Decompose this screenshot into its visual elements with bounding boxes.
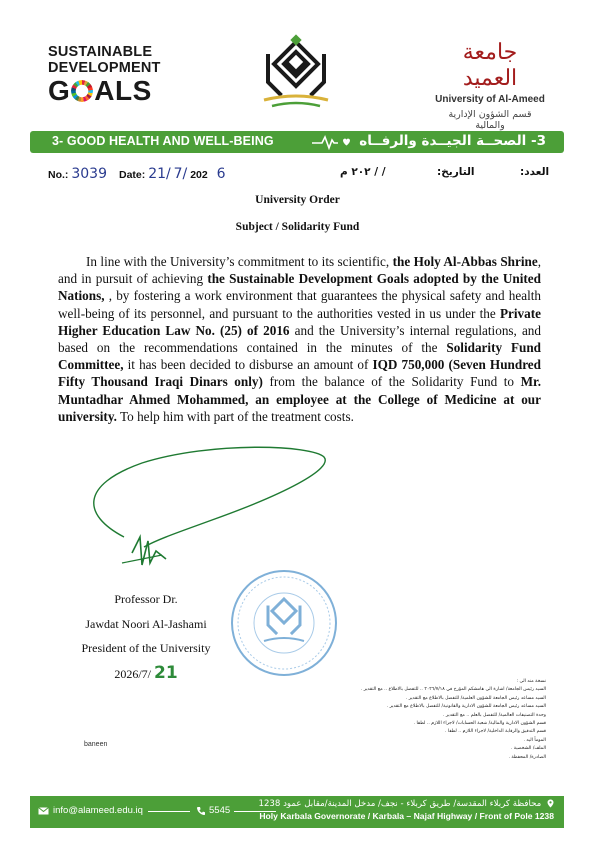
distribution-item: الصادرة/ المحفظة .: [508, 754, 546, 760]
footer-address-ar: [259, 799, 555, 809]
typist-reference: baneen: [84, 741, 108, 748]
university-name-en: University of Al-Ameed: [435, 94, 545, 105]
footer-phone[interactable]: [196, 805, 230, 816]
document-number: [48, 166, 107, 182]
signature-date-prefix: 2026/7/: [114, 666, 151, 681]
distribution-item: السيد مساعد رئيس الجامعة للشؤون العلمية/ للتفضل بالاطلاع مع التقدير .: [405, 695, 546, 701]
goal-label-ar: 3- الصحــة الجيــدة والرفــاه: [359, 133, 546, 149]
sdg-wheel-icon: [71, 80, 93, 102]
date-year-hand: 6: [216, 166, 226, 182]
signature-date: [66, 661, 226, 687]
body-text-segment: , and in pursuit of achieving: [58, 254, 541, 287]
signature-date-day: 21: [154, 662, 178, 683]
distribution-item: السيد رئيس الجامعة/ اشارة الى هامشكم المؤرخ في ٢٠٢٦/٧/١٨ .. للتفضل بالاطلاع .. مع التقدير .: [360, 687, 546, 693]
number-ar-label: العدد:: [520, 166, 550, 178]
distribution-item: وحدة التصنيفات العالمية/ للتفضل بالعلم .. مع التقدير .: [442, 712, 546, 718]
page-title: University Order: [255, 194, 340, 206]
footer-address-ar-text: محافظة كربلاء المقدسة/ طريق كربلاء - نجف/ مدخل المدينة/مقابل عمود 1238: [258, 799, 542, 809]
date-ar-label: التاريخ:: [437, 166, 475, 178]
university-stamp: [228, 567, 340, 679]
footer-bar: [30, 796, 564, 828]
body-text-segment: , by fostering a work environment that guarantees the physical safety and health well-being of its personnel, and pursuant to the authorities vested in us under the: [58, 288, 541, 321]
signatory-name: Jawdat Noori Al-Jashami: [85, 616, 207, 631]
mail-icon: [38, 807, 49, 815]
distribution-list: [298, 678, 546, 762]
university-header: [435, 40, 545, 131]
date-label: Date:: [119, 169, 146, 181]
body-emphasis: the Sustainable Development Goals adopted by the United Nations,: [58, 271, 541, 304]
signatory-block: [66, 587, 226, 686]
date-year-prefix: 202: [190, 169, 208, 181]
body-text-segment: from the balance of the Solidarity Fund to: [262, 374, 521, 390]
location-pin-icon: [547, 799, 554, 808]
sdg-logo-g: G: [48, 75, 71, 106]
body-text-segment: To help him with part of the treatment costs.: [116, 408, 354, 424]
body-emphasis: Mr. Muntadhar Ahmed Mohammed, an employee at the College of Medicine at our university.: [58, 374, 541, 424]
department-name-ar: قسم الشؤون الإدارية والمالية: [448, 109, 532, 131]
goal-label-en: 3- GOOD HEALTH AND WELL-BEING: [52, 134, 274, 148]
distribution-item: الملف/ الشخصية .: [510, 746, 546, 752]
document-date: [119, 166, 226, 182]
sdg-logo-line-2: DEVELOPMENT: [48, 60, 161, 76]
body-paragraph: [58, 253, 541, 425]
body-emphasis: Private Higher Education Law No. (25) of 2016: [58, 305, 541, 338]
body-text-segment: and the University’s internal regulations, and based on the recommendations contained in the minutes of the: [58, 322, 541, 356]
body-text-segment: In line with the University’s commitment to its scientific,: [86, 254, 393, 269]
calligraphy-logo-icon: [254, 34, 338, 114]
footer-address-en: Holy Karbala Governorate / Karbala – Najaf Highway / Front of Pole 1238: [259, 811, 554, 821]
sdg-logo: [48, 44, 161, 106]
distribution-item: قسم الشؤون الادارية والمالية/ شعبة الحسابات/ لاجراء اللازم .. لطفا .: [413, 721, 546, 727]
distribution-item: قسم التدقيق والرقابة الداخلية/ لاجراء اللازم .. لطفا .: [445, 729, 546, 735]
distribution-item: المومأ اليه .: [523, 737, 546, 743]
number-value: 3039: [71, 166, 107, 182]
date-day: 21/: [148, 166, 171, 182]
footer-email[interactable]: [38, 805, 143, 816]
document-subject: Subject / Solidarity Fund: [235, 221, 360, 233]
sdg-logo-line-1: SUSTAINABLE: [48, 44, 153, 60]
number-label: No.:: [48, 169, 69, 181]
body-text-segment: it has been decided to disburse an amount of: [123, 357, 373, 373]
sdg-logo-line-3: [48, 76, 161, 106]
heartbeat-icon: [312, 134, 352, 150]
footer-address: [259, 799, 555, 821]
university-name-ar: جامعة العميد: [462, 40, 518, 91]
footer-phone-text: 5545: [209, 805, 231, 816]
body-emphasis: IQD 750,000 (Seven Hundred Fifty Thousand Iraqi Dinars only): [58, 357, 541, 390]
body-emphasis: Solidarity Fund Committee,: [58, 340, 542, 373]
signatory-position: President of the University: [81, 641, 211, 655]
footer-email-text: info@alameed.edu.iq: [53, 805, 143, 816]
distribution-item: السيد مساعد رئيس الجامعة للشؤون الادارية والقانونية/ للتفضل بالاطلاع مع التقدير .: [386, 704, 546, 710]
phone-icon: [196, 806, 206, 816]
sdg-goal-banner: [30, 131, 564, 153]
sdg-logo-als: ALS: [94, 75, 152, 106]
date-ar-value: / / ٢٠٢ م: [340, 166, 386, 178]
date-month: 7/: [173, 166, 188, 182]
distribution-heading: نسخة منه الى :: [516, 679, 546, 684]
footer-divider: [148, 811, 190, 812]
body-emphasis: the Holy Al-Abbas Shrine: [392, 254, 538, 269]
signatory-rank: Professor Dr.: [114, 592, 178, 606]
